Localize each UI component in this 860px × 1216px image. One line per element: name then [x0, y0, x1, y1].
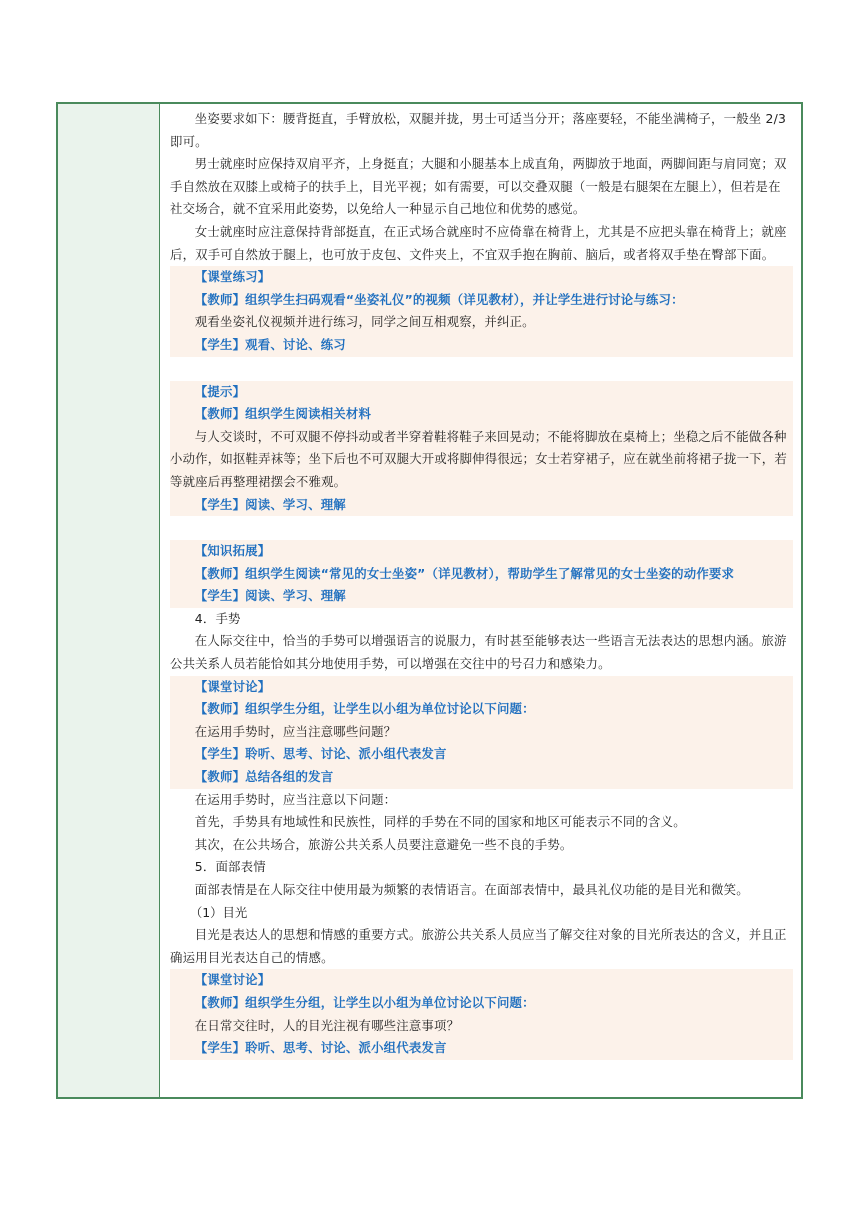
- discussion-question: 在日常交往时，人的目光注视有哪些注意事项？: [194, 1017, 460, 1033]
- student-line: 【学生】观看、讨论、练习: [194, 336, 346, 352]
- tip-box: [170, 381, 793, 517]
- box-title: 【课堂练习】: [194, 269, 271, 285]
- box-title: 【提示】: [194, 383, 246, 399]
- lesson-table: [56, 102, 803, 1099]
- paragraph: 坐姿要求如下：腰背挺直，手臂放松，双腿并拢，男士可适当分开；落座要轻，不能坐满椅子，一般坐 2/3 即可。: [170, 111, 787, 149]
- student-line: 【学生】阅读、学习、理解: [194, 496, 346, 512]
- classroom-exercise-box: [170, 266, 793, 356]
- left-column: [58, 104, 160, 1097]
- box-title: 【课堂讨论】: [194, 678, 271, 694]
- discussion-question: 在运用手势时，应当注意哪些问题？: [194, 723, 397, 739]
- section-heading: 4．手势: [194, 610, 241, 626]
- paragraph: 女士就座时应注意保持背部挺直，在正式场合就座时不应倚靠在椅背上，尤其是不应把头靠在椅背上；就座后，双手可自然放于腿上，也可放于皮包、文件夹上，不宜双手抱在胸前、脑后，或者将双手垫在臀部下面。: [170, 223, 787, 262]
- box-text: 观看坐姿礼仪视频并进行练习，同学之间互相观察，并纠正。: [194, 314, 535, 330]
- teacher-line: 【教师】组织学生阅读相关材料: [194, 406, 372, 422]
- classroom-discussion-box: [170, 969, 793, 1059]
- answer-line: 其次，在公共场合，旅游公共关系人员要注意避免一些不良的手势。: [194, 836, 573, 852]
- teacher-line: 【教师】组织学生分组，让学生以小组为单位讨论以下问题：: [194, 994, 535, 1010]
- paragraph: 在人际交往中，恰当的手势可以增强语言的说服力，有时甚至能够表达一些语言无法表达的思想内涵。旅游公共关系人员若能恰如其分地使用手势，可以增强在交往中的号召力和感染力。: [170, 633, 787, 672]
- answer-line: 首先，手势具有地域性和民族性，同样的手势在不同的国家和地区可能表示不同的含义。: [194, 814, 686, 830]
- teacher-line: 【教师】组织学生分组，让学生以小组为单位讨论以下问题：: [194, 701, 535, 717]
- sub-heading: （1）目光: [189, 904, 248, 920]
- section-heading: 5．面部表情: [194, 859, 266, 875]
- paragraph: 目光是表达人的思想和情感的重要方式。旅游公共关系人员应当了解交往对象的目光所表达的含义，并且正确运用目光表达自己的情感。: [170, 927, 787, 965]
- classroom-discussion-box: [170, 676, 793, 789]
- teacher-summary-line: 【教师】总结各组的发言: [194, 769, 334, 785]
- answer-line: 在运用手势时，应当注意以下问题：: [194, 791, 397, 807]
- teacher-line: 【教师】组织学生阅读“常见的女士坐姿”（详见教材），帮助学生了解常见的女士坐姿的动作要求: [194, 565, 735, 581]
- paragraph: 男士就座时应保持双肩平齐，上身挺直；大腿和小腿基本上成直角，两脚放于地面，两脚间距与肩同宽；双手自然放在双膝上或椅子的扶手上，目光平视；如有需要，可以交叠双腿（一般是右腿架在左腿上），但若是在社交场合，就不宜采用此姿势，以免给人一种显示自己地位和优势的感觉。: [170, 156, 787, 217]
- box-text: 与人交谈时，不可双腿不停抖动或者半穿着鞋将鞋子来回晃动；不能将脚放在桌椅上；坐稳之后不能做各种小动作，如抠鞋弄袜等；坐下后也不可双腿大开或将脚伸得很远；女士若穿裙子，应在就坐前将裙子拢一下，若等就座后再整理裙摆会不雅观。: [170, 428, 787, 489]
- student-line: 【学生】聆听、思考、讨论、派小组代表发言: [194, 1040, 447, 1056]
- student-line: 【学生】聆听、思考、讨论、派小组代表发言: [194, 746, 447, 762]
- content-column: [160, 104, 801, 1097]
- knowledge-extension-box: [170, 540, 793, 608]
- teacher-line: 【教师】组织学生扫码观看“坐姿礼仪”的视频（详见教材），并让学生进行讨论与练习：: [194, 291, 684, 307]
- box-title: 【课堂讨论】: [194, 972, 271, 988]
- student-line: 【学生】阅读、学习、理解: [194, 588, 346, 604]
- paragraph: 面部表情是在人际交往中使用最为频繁的表情语言。在面部表情中，最具礼仪功能的是目光和微笑。: [194, 882, 749, 897]
- box-title: 【知识拓展】: [194, 543, 271, 559]
